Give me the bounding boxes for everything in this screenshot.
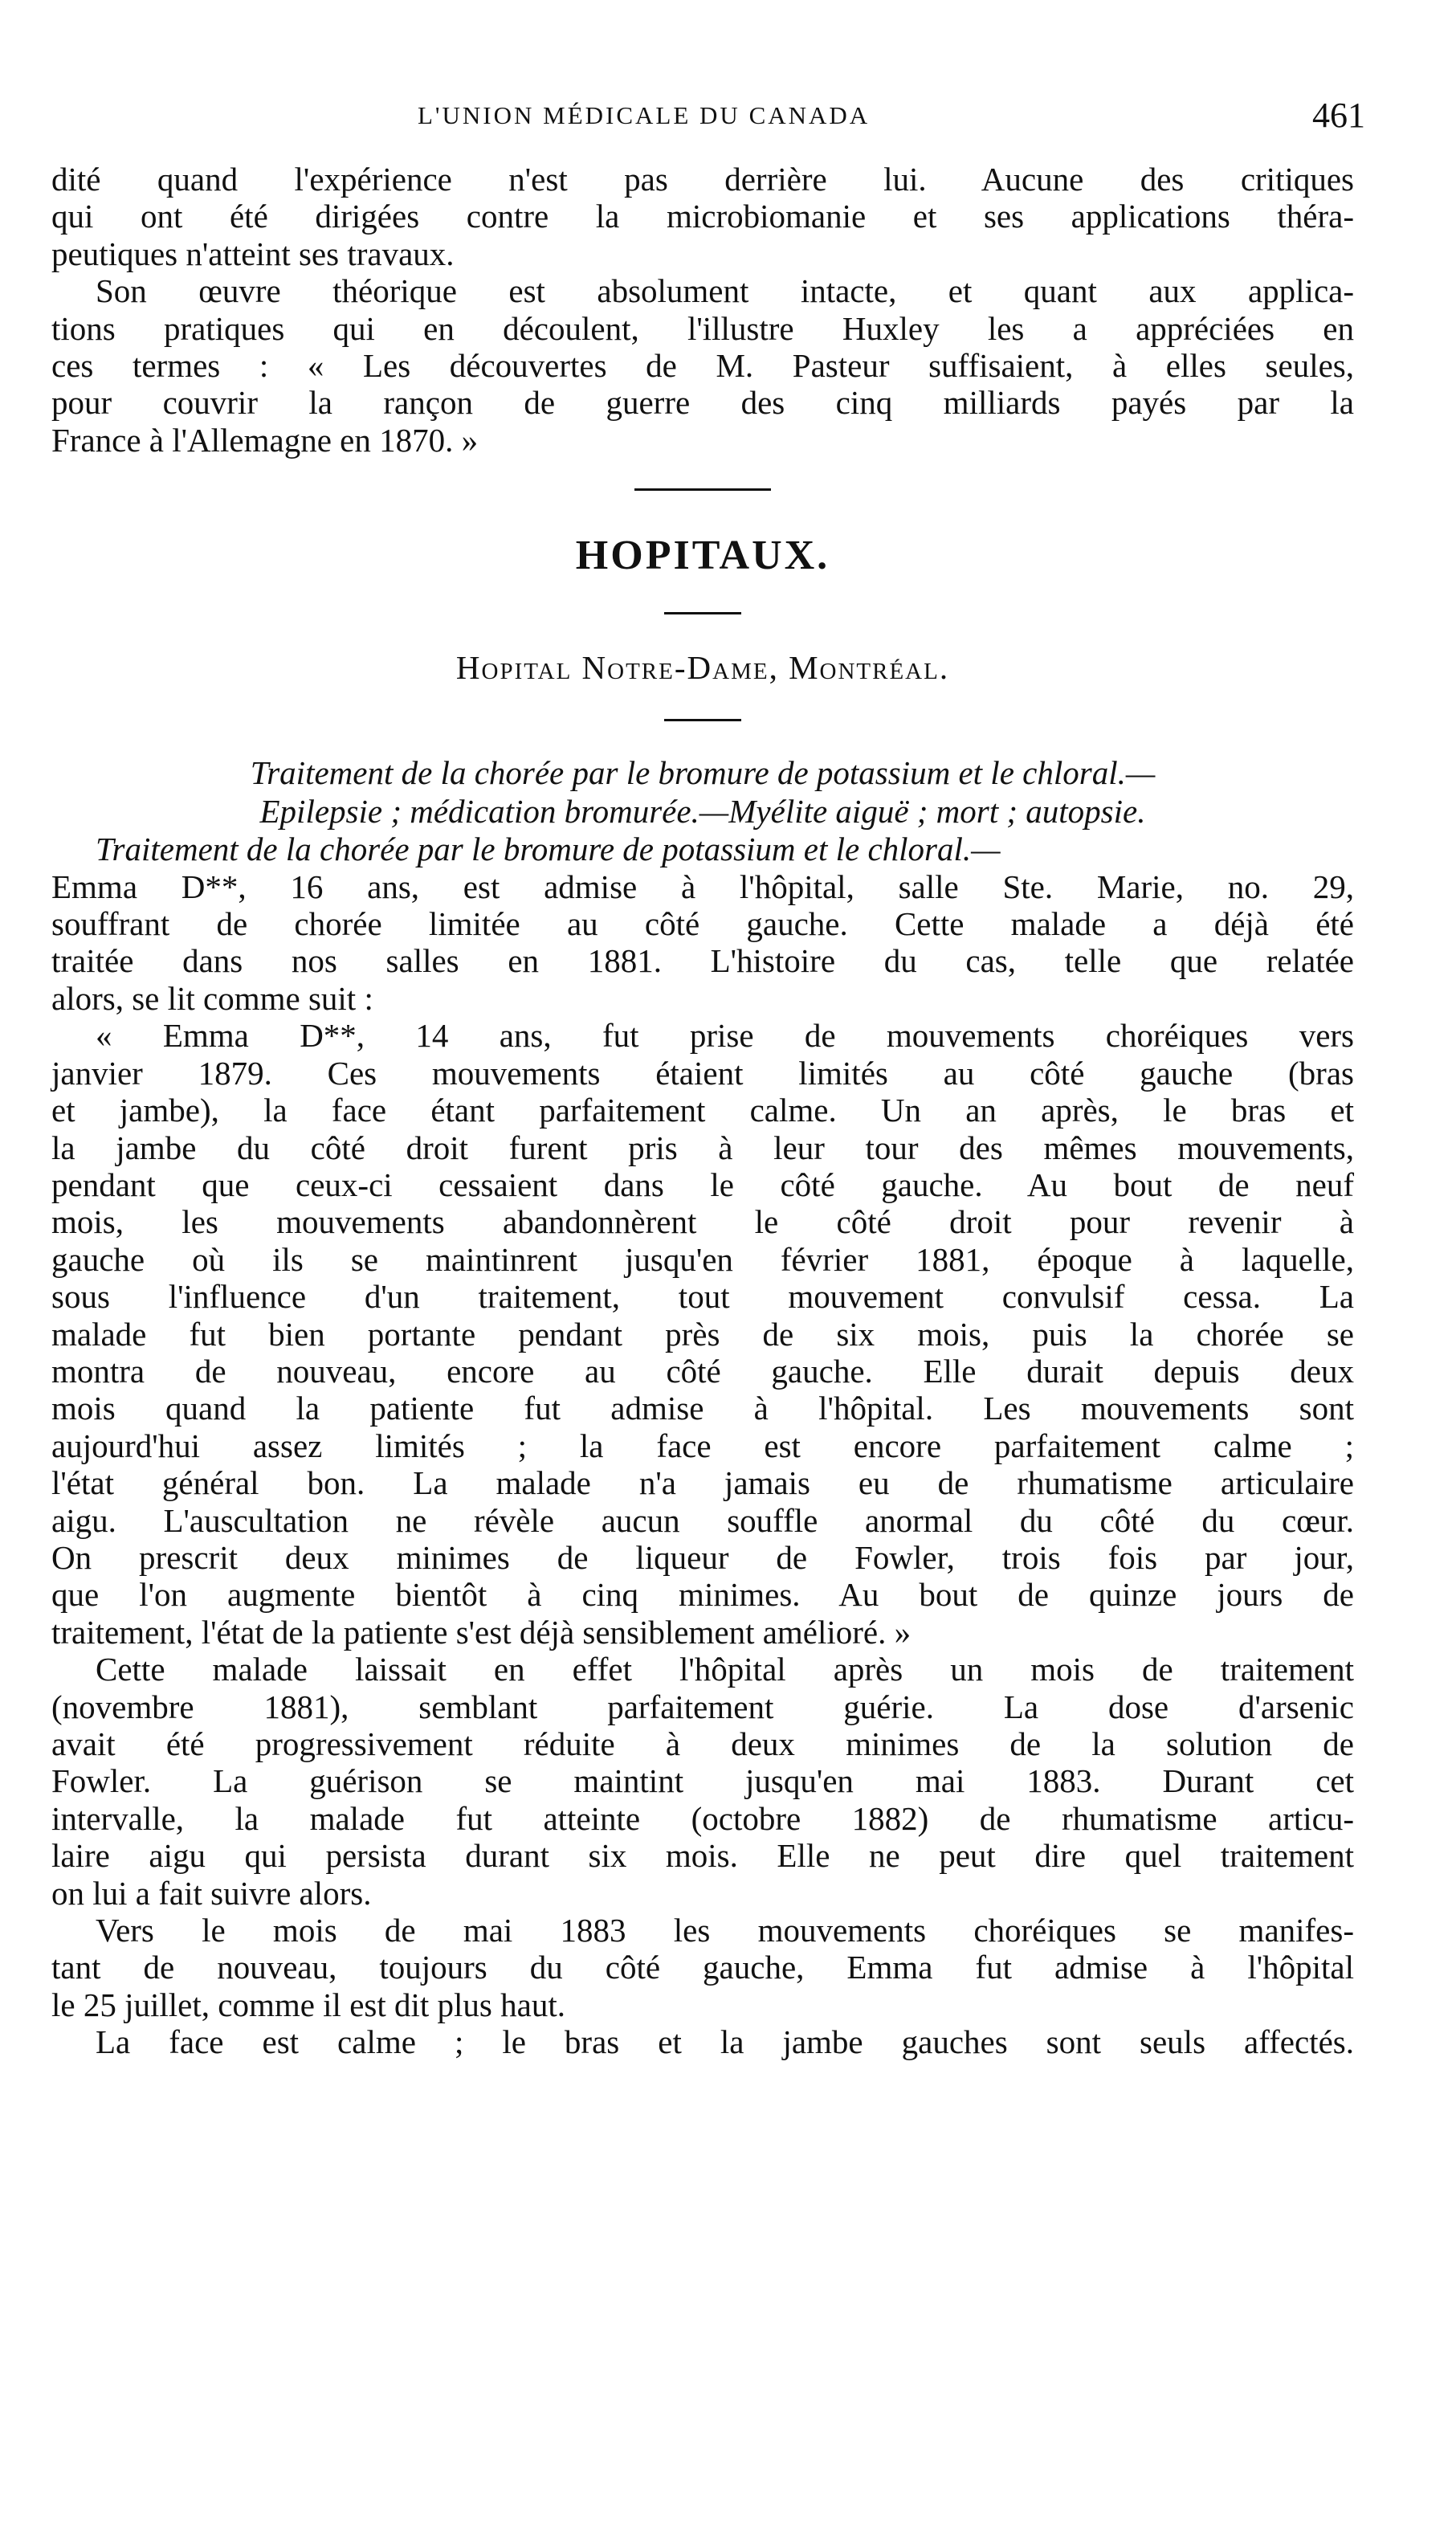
text-line: France à l'Allemagne en 1870. »	[51, 421, 479, 459]
text-line: (novembre 1881), semblant parfaitement guérie. La dose d'arsenic	[51, 1688, 1354, 1725]
text-line: le 25 juillet, comme il est dit plus haut.	[51, 1986, 565, 2023]
case-heading	[51, 753, 1354, 831]
text-line: janvier 1879. Ces mouvements étaient limités au côté gauche (bras	[51, 1054, 1354, 1092]
case-heading-line: Epilepsie ; médication bromurée.—Myélite aiguë ; mort ; autopsie.	[259, 793, 1146, 831]
text-line: Son œuvre théorique est absolument intacte, et quant aux applica-	[96, 272, 1354, 310]
section-title: HOPITAUX.	[575, 533, 830, 579]
text-line: ces termes : « Les découvertes de M. Pasteur suffisaient, à elles seules,	[51, 347, 1354, 385]
text-line: l'état général bon. La malade n'a jamais eu de rhumatisme articulaire	[51, 1464, 1354, 1502]
page-body	[51, 161, 1354, 2061]
text-line: alors, se lit comme suit :	[51, 979, 373, 1017]
text-line: Vers le mois de mai 1883 les mouvements choréiques se manifes-	[96, 1912, 1354, 1949]
intro-paragraph-2	[51, 272, 1354, 459]
running-header	[0, 95, 1456, 143]
running-title: L'UNION MÉDICALE DU CANADA	[418, 101, 871, 129]
text-line: avait été progressivement réduite à deux minimes de la solution de	[51, 1725, 1354, 1762]
text-line: tant de nouveau, toujours du côté gauche, Emma fut admise à l'hôpital	[51, 1949, 1354, 1986]
case-paragraph-2	[51, 1017, 1354, 1651]
text-line: qui ont été dirigées contre la microbiomanie et ses applications théra-	[51, 198, 1354, 235]
text-line: sous l'influence d'un traitement, tout mouvement convulsif cessa. La	[51, 1278, 1354, 1316]
text-line: la jambe du côté droit furent pris à leur tour des mêmes mouvements,	[51, 1129, 1354, 1166]
case-lead-italic	[51, 831, 1354, 867]
text-line: Cette malade laissait en effet l'hôpital après un mois de traitement	[96, 1651, 1354, 1688]
text-line: tions pratiques qui en découlent, l'illustre Huxley les a appréciées en	[51, 309, 1354, 347]
text-line: que l'on augmente bientôt à cinq minimes. Au bout de quinze jours de	[51, 1576, 1354, 1614]
text-line: pendant que ceux-ci cessaient dans le côté gauche. Au bout de neuf	[51, 1165, 1354, 1203]
text-line: traitée dans nos salles en 1881. L'histoire du cas, telle que relatée	[51, 942, 1354, 980]
text-line: souffrant de chorée limitée au côté gauche. Cette malade a déjà été	[51, 905, 1354, 943]
text-line: gauche où ils se maintinrent jusqu'en février 1881, époque à laquelle,	[51, 1240, 1354, 1278]
case-paragraph-1	[51, 831, 1354, 1017]
text-line: malade fut bien portante pendant près de six mois, puis la chorée se	[51, 1315, 1354, 1353]
text-line: peutiques n'atteint ses travaux.	[51, 235, 455, 272]
text-line: La face est calme ; le bras et la jambe gauches sont seuls affectés.	[96, 2023, 1354, 2061]
case-paragraph-4	[51, 1912, 1354, 2023]
text-line: dité quand l'expérience n'est pas derrière lui. Aucune des critiques	[51, 161, 1354, 198]
text-line: montra de nouveau, encore au côté gauche. Elle durait depuis deux	[51, 1352, 1354, 1390]
text-line: mois, les mouvements abandonnèrent le côté droit pour revenir à	[51, 1203, 1354, 1241]
text-line: traitement, l'état de la patiente s'est déjà sensiblement amélioré. »	[51, 1613, 912, 1651]
text-line: intervalle, la malade fut atteinte (octobre 1882) de rhumatisme articu-	[51, 1799, 1354, 1837]
divider-rule	[664, 612, 741, 614]
divider-rule	[664, 719, 741, 721]
text-line: Fowler. La guérison se maintint jusqu'en mai 1883. Durant cet	[51, 1762, 1354, 1800]
text-line: aigu. L'auscultation ne révèle aucun souffle anormal du côté du cœur.	[51, 1501, 1354, 1539]
text-line: « Emma D**, 14 ans, fut prise de mouvements choréiques vers	[96, 1017, 1354, 1055]
case-paragraph-5	[51, 2023, 1354, 2060]
text-line: et jambe), la face étant parfaitement calme. Un an après, le bras et	[51, 1092, 1354, 1129]
intro-paragraph-1	[51, 161, 1354, 272]
subsection-title: Hopital Notre-Dame, Montréal.	[455, 649, 950, 687]
text-line: Emma D**, 16 ans, est admise à l'hôpital, salle Ste. Marie, no. 29,	[51, 867, 1354, 905]
text-line: laire aigu qui persista durant six mois. Elle ne peut dire quel traitement	[51, 1837, 1354, 1875]
case-paragraph-3	[51, 1651, 1354, 1912]
text-line: mois quand la patiente fut admise à l'hôpital. Les mouvements sont	[51, 1390, 1354, 1427]
text-line: aujourd'hui assez limités ; la face est encore parfaitement calme ;	[51, 1427, 1354, 1464]
text-line: on lui a fait suivre alors.	[51, 1874, 372, 1912]
text-line: On prescrit deux minimes de liqueur de Fowler, trois fois par jour,	[51, 1538, 1354, 1576]
case-lead-text: Traitement de la chorée par le bromure de potassium et le chloral.—	[96, 831, 1001, 868]
text-line: pour couvrir la rançon de guerre des cinq milliards payés par la	[51, 384, 1354, 422]
page-number: 461	[1312, 96, 1365, 135]
case-heading-line: Traitement de la chorée par le bromure de potassium et le chloral.—	[250, 754, 1156, 792]
divider-rule	[634, 488, 771, 491]
